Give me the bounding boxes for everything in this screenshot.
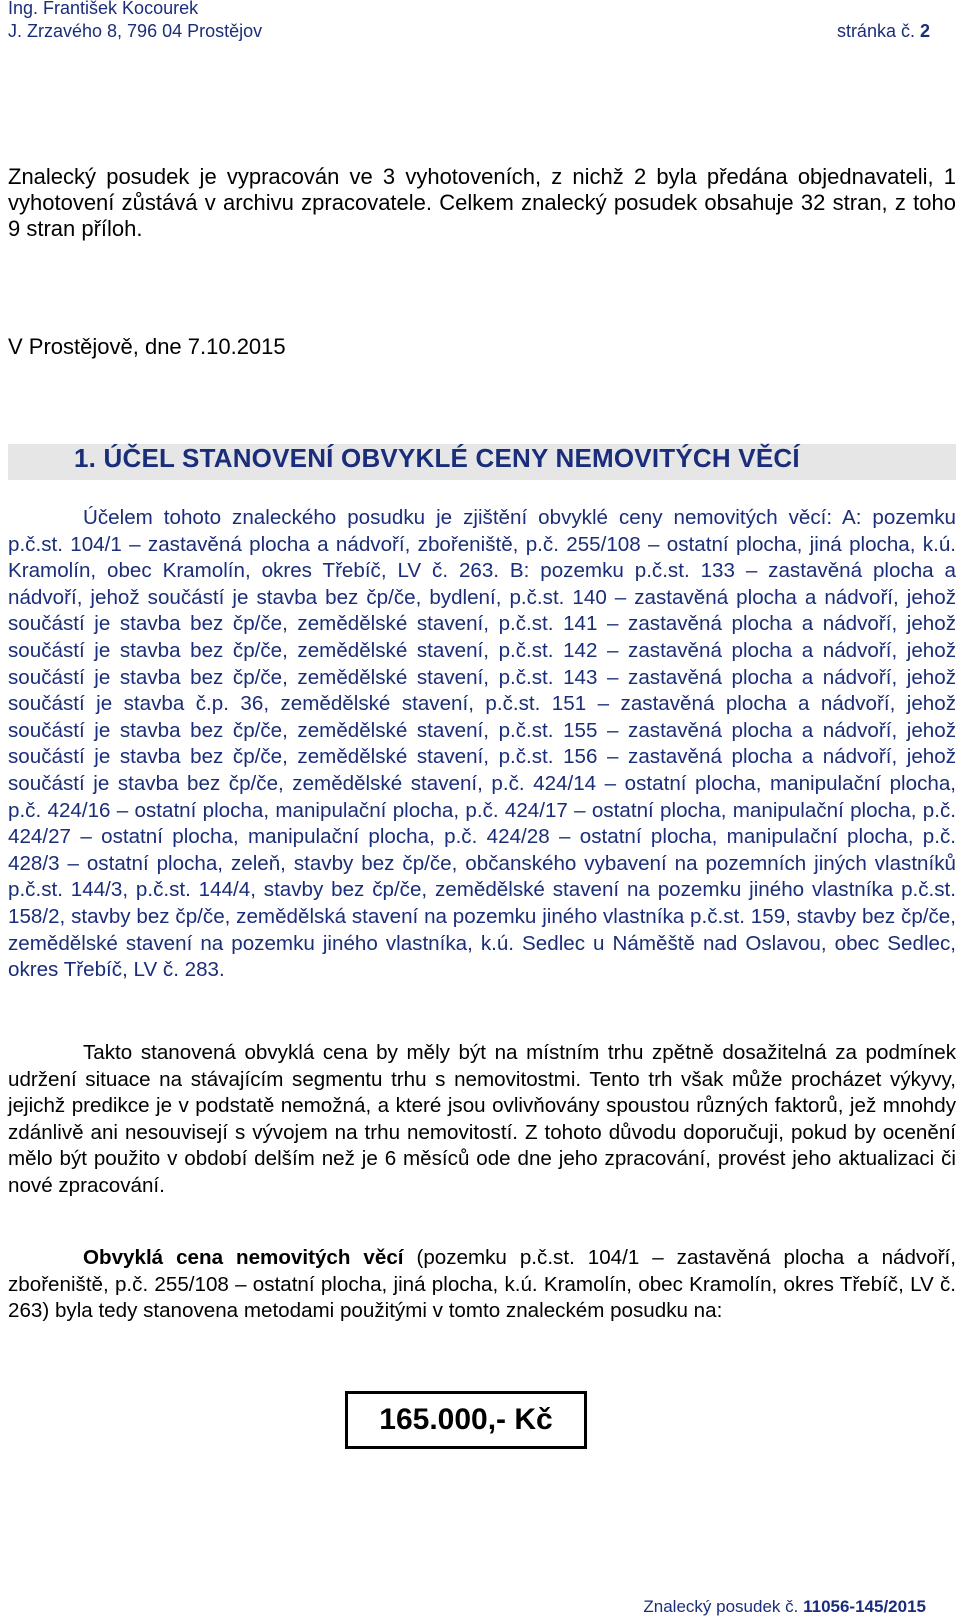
result-text: (pozemku p.č.st. 104/1 – zastavěná plocha a nádvoří, zbořeniště, p.č. 255/108 – ostatní plocha, jiná plocha, k.ú. Kramolín, obec Kramolín, okres Třebíč, LV č. 263) byla tedy stanovena metodami použitými v tomto znaleckém posudku na: — [8, 1246, 956, 1323]
section-title: 1. ÚČEL STANOVENÍ OBVYKLÉ CENY NEMOVITÝCH VĚCÍ — [74, 443, 800, 473]
intro-paragraph: Znalecký posudek je vypracován ve 3 vyhotoveních, z nichž 2 byla předána objednavateli, 1 vyhotovení zůstává v archivu zpracovatele. Celkem znalecký posudek obsahuje 32 stran, z toho 9 stran příloh. — [8, 164, 956, 241]
market-paragraph: Takto stanovená obvyklá cena by měly být na místním trhu zpětně dosažitelná za podmínek udržení situace na stávajícím segmentu trhu s nemovitostmi. Tento trh však může procházet výkyvy, jejichž predikce je v podstatě nemožná, a které jsou ovlivňovány spoustou různých faktorů, jež mnohdy zdánlivě ani nesouvisejí s vývojem na trhu nemovitostí. Z tohoto důvodu doporučuji, pokud by ocenění mělo být použito v období delším než je 6 měsíců ode dne jeho zpracování, provést jeho aktualizaci či nové zpracování. — [8, 1041, 956, 1197]
page-number: 2 — [919, 21, 930, 41]
result-paragraph — [8, 1245, 956, 1325]
price-box: 165.000,- Kč — [345, 1391, 587, 1449]
header-page-number — [837, 21, 930, 42]
purpose-paragraph: Účelem tohoto znaleckého posudku je zjištění obvyklé ceny nemovitých věcí: A: pozemku p.č.st. 104/1 – zastavěná plocha a nádvoří, zbořeniště, p.č. 255/108 – ostatní plocha, jiná plocha, k.ú. Kramolín, obec Kramolín, okres Třebíč, LV č. 263. B: pozemku p.č.st. 133 – zastavěná plocha a nádvoří, jehož součástí je stavba bez čp/če, bydlení, p.č.st. 140 – zastavěná plocha a nádvoří, jehož součástí je stavba bez čp/če, zemědělské stavení, p.č.st. 141 – zastavěná plocha a nádvoří, jehož součástí je stavba bez čp/če, zemědělské stavení, p.č.st. 142 – zastavěná plocha a nádvoří, jehož součástí je stavba bez čp/če, zemědělské stavení, p.č.st. 143 – zastavěná plocha a nádvoří, jehož součástí je stavba č.p. 36, zemědělské stavení, p.č.st. 151 – zastavěná plocha a nádvoří, jehož součástí je stavba bez čp/če, zemědělské stavení, p.č.st. 155 – zastavěná plocha a nádvoří, jehož součástí je stavba bez čp/če, zemědělské stavení, p.č.st. 156 – zastavěná plocha a nádvoří, jehož součástí je stavba bez čp/če, zemědělské stavení, p.č. 424/14 – ostatní plocha, manipulační plocha, p.č. 424/16 – ostatní plocha, manipulační plocha, p.č. 424/17 – ostatní plocha, manipulační plocha, p.č. 424/27 – ostatní plocha, manipulační plocha, p.č. 424/28 – ostatní plocha, manipulační plocha, p.č. 428/3 – ostatní plocha, zeleň, stavby bez čp/če, občanského vybavení na pozemních jiných vlastníků p.č.st. 144/3, p.č.st. 144/4, stavby bez čp/če, zemědělské stavení na pozemku jiného vlastníka p.č.st. 158/2, stavby bez čp/če, zemědělská stavení na pozemku jiného vlastníka p.č.st. 159, stavby bez čp/če, zemědělské stavení na pozemku jiného vlastníka, k.ú. Sedlec u Náměště nad Oslavou, obec Sedlec, okres Třebíč, LV č. 283. — [8, 506, 956, 982]
footer-label: Znalecký posudek č. — [643, 1597, 799, 1616]
footer-number: 11056-145/2015 — [803, 1597, 926, 1616]
footer — [643, 1597, 926, 1617]
date-line: V Prostějově, dne 7.10.2015 — [8, 334, 286, 359]
header-author: Ing. František Kocourek — [8, 0, 199, 18]
result-bold-label: Obvyklá cena nemovitých věcí — [83, 1246, 404, 1269]
header-address: J. Zrzavého 8, 796 04 Prostějov — [8, 21, 263, 41]
page-label: stránka č. — [836, 21, 915, 41]
